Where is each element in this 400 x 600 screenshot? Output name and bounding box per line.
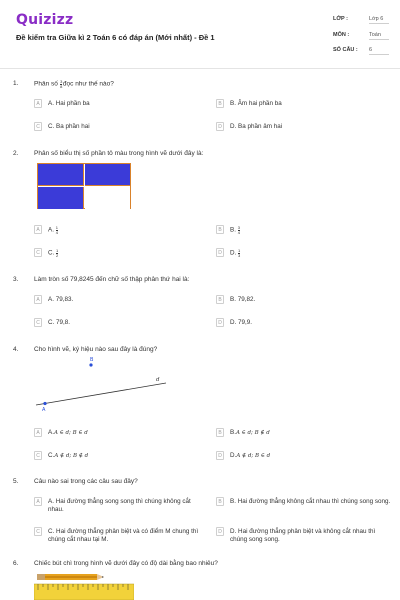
option-prefix: A.	[48, 429, 54, 436]
option-prefix: D.	[230, 249, 239, 257]
option-letter-box: D	[216, 527, 224, 536]
option-math: A ∈ d; B ∉ d	[235, 430, 270, 436]
point-line-figure	[34, 355, 174, 415]
shaded-cell	[85, 164, 131, 186]
pencil-icon	[37, 574, 104, 580]
line-d	[36, 383, 166, 405]
option-math: A ∉ d; B ∈ d	[236, 453, 271, 459]
point-b-dot	[89, 363, 92, 366]
option-text	[48, 226, 198, 235]
option-text	[230, 452, 380, 460]
point-b-label: B	[90, 357, 94, 363]
option-prefix: C.	[48, 452, 55, 459]
option-prefix: A.	[48, 226, 56, 234]
option-letter-box: A	[34, 225, 42, 234]
option-text	[230, 226, 380, 235]
question-3-number: 3.	[13, 276, 19, 283]
option-letter-box: D	[216, 248, 224, 257]
question-5-text: Câu nào sai trong các câu sau đây?	[34, 478, 138, 485]
meta-grade-key: LỚP :	[333, 16, 348, 22]
point-a-label: A	[42, 407, 46, 413]
option-text: B. Âm hai phần ba	[230, 100, 282, 107]
option-letter-box: D	[216, 451, 224, 460]
question-1-text-post: đọc như thế nào?	[62, 80, 114, 88]
option-letter-box: B	[216, 225, 224, 234]
fraction-denominator: 4	[55, 229, 58, 235]
fraction-denominator: 3	[238, 252, 241, 258]
question-1-number: 1.	[13, 80, 19, 87]
option-letter-box: C	[34, 318, 42, 327]
option-letter-box: C	[34, 451, 42, 460]
meta-count-key: SỐ CÂU :	[333, 47, 358, 53]
option-text	[48, 249, 198, 258]
fraction-numerator: 3	[60, 79, 63, 84]
worksheet-header	[0, 0, 400, 68]
shaded-grid-figure	[37, 163, 131, 209]
fraction-numerator: 1	[56, 248, 59, 253]
option-letter-box: B	[216, 428, 224, 437]
question-4-number: 4.	[13, 346, 19, 353]
option-text: B. Hai đường thẳng không cắt nhau thì chúng song song.	[230, 498, 391, 505]
question-1-text-pre: Phân số	[34, 80, 60, 88]
option-letter-box: A	[34, 497, 42, 506]
option-prefix: C.	[48, 249, 57, 257]
question-2-number: 2.	[13, 150, 19, 157]
option-letter-box: C	[34, 248, 42, 257]
document-title: Đề kiểm tra Giữa kì 2 Toán 6 có đáp án (Mới nhất) - Đề 1	[16, 33, 215, 42]
option-text: D. 79,9.	[230, 319, 253, 326]
option-fraction	[56, 249, 58, 257]
option-text: D. Ba phần âm hai	[230, 123, 283, 130]
question-3-text: Làm tròn số 79,8245 đến chữ số thập phân thứ hai là:	[34, 276, 190, 283]
option-fraction	[56, 226, 58, 234]
option-letter-box: A	[34, 428, 42, 437]
option-text: B. 79,82.	[230, 296, 256, 303]
option-fraction	[238, 226, 240, 234]
option-text: A. 79,83.	[48, 296, 74, 303]
point-a-dot	[43, 402, 46, 405]
question-6-number: 6.	[13, 560, 19, 567]
meta-grade-value: Lớp 6	[369, 16, 389, 24]
fraction-denominator: 8	[60, 83, 63, 89]
option-letter-box: D	[216, 122, 224, 131]
line-d-label: d	[156, 377, 160, 383]
option-text: C. Hai đường thẳng phân biệt và có điểm M chung thì chúng cắt nhau tại M.	[48, 528, 199, 543]
question-1-text	[34, 80, 374, 88]
fraction-denominator: 4	[237, 229, 240, 235]
unshaded-cell	[85, 187, 131, 209]
option-text	[230, 429, 380, 437]
option-letter-box: C	[34, 122, 42, 131]
option-prefix: B.	[230, 429, 236, 436]
pencil-ruler-figure	[34, 572, 134, 600]
option-letter-box: B	[216, 99, 224, 108]
meta-count-value: 6	[369, 47, 389, 55]
header-divider	[0, 68, 400, 69]
option-text: A. Hai đường thẳng song song thì chúng không cắt nhau.	[48, 498, 191, 513]
fraction-numerator: 1	[55, 225, 58, 230]
option-letter-box: C	[34, 527, 42, 536]
option-text	[48, 452, 198, 460]
option-text	[230, 249, 380, 258]
shaded-cell	[38, 187, 84, 209]
option-math: A ∉ d; B ∉ d	[54, 453, 89, 459]
option-letter-box: B	[216, 295, 224, 304]
option-text: C. Ba phần hai	[48, 123, 90, 130]
fraction-numerator: 1	[238, 248, 241, 253]
option-math: A ∈ d; B ∈ d	[53, 430, 88, 436]
option-prefix: D.	[230, 452, 237, 459]
option-letter-box: A	[34, 99, 42, 108]
question-4-text: Cho hình vẽ, ký hiệu nào sau đây là đúng?	[34, 346, 158, 353]
option-letter-box: D	[216, 318, 224, 327]
option-letter-box: B	[216, 497, 224, 506]
question-2-text: Phân số biểu thị số phần tô màu trong hình vẽ dưới đây là:	[34, 150, 204, 157]
question-5-number: 5.	[13, 478, 19, 485]
option-text: C. 79,8.	[48, 319, 71, 326]
question-6-text: Chiếc bút chì trong hình vẽ dưới đây có độ dài bằng bao nhiêu?	[34, 560, 218, 567]
option-text: A. Hai phần ba	[48, 100, 90, 107]
fraction-denominator: 2	[56, 252, 59, 258]
quizizz-logo[interactable]: Quizizz	[16, 12, 74, 28]
option-text: D. Hai đường thẳng phân biệt và không cắt nhau thì chúng song song.	[230, 528, 376, 543]
option-prefix: B.	[230, 226, 238, 234]
option-text	[48, 429, 198, 437]
shaded-cell	[38, 164, 84, 186]
option-fraction	[238, 249, 240, 257]
option-letter-box: A	[34, 295, 42, 304]
ruler-icon	[34, 584, 134, 600]
meta-subject-value: Toán	[369, 32, 389, 40]
fraction-numerator: 3	[237, 225, 240, 230]
meta-subject-key: MÔN :	[333, 32, 350, 38]
